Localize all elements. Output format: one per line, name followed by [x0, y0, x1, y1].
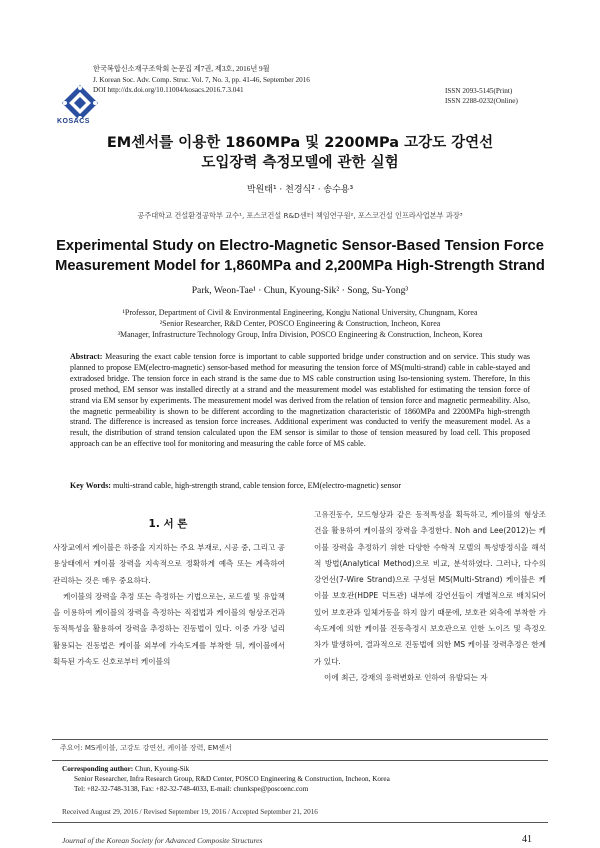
title-ko-line2: 도입장력 측정모델에 관한 실험 [201, 155, 399, 171]
title-ko-line1: EM센서를 이용한 1860MPa 및 2200MPa 고강도 강연선 [106, 135, 494, 151]
affiliation-en-1: ¹Professor, Department of Civil & Environmental Engineering, Kongju National University, Chungnam, Korea [122, 308, 478, 317]
issn-block [445, 86, 518, 106]
logo-label: KOSACS [57, 118, 90, 125]
divider [52, 739, 548, 740]
authors-ko: 박원태¹ · 천경식² · 송수용³ [246, 185, 354, 195]
journal-header-ko: 한국복합신소재구조학회 논문집 제7권, 제3호, 2016년 9월 [93, 65, 270, 73]
keywords-text: multi-strand cable, high-strength strand, cable tension force, EM(electro-magnetic) sensor [112, 481, 402, 490]
divider [52, 822, 548, 823]
corresponding-author [62, 764, 390, 794]
affiliation-en-3: ³Manager, Infrastructure Technology Group, Infra Division, POSCO Engineering & Construction, Incheon, Korea [117, 330, 483, 339]
abstract [70, 352, 530, 450]
corr-name: Chun, Kyoung-Sik [134, 765, 190, 773]
section-heading: 1. 서 론 [148, 518, 188, 530]
journal-header-en: J. Korean Soc. Adv. Comp. Struc. Vol. 7, No. 3, pp. 41-46, September 2016 [93, 75, 310, 84]
paragraph: 사장교에서 케이블은 하중을 지지하는 주요 부재로, 시공 중, 그리고 공용상태에서 케이블 장력을 지속적으로 정확하게 예측 또는 계측하여 관리하는 것은 매우 중요하다. [53, 543, 285, 585]
paragraph: 이에 최근, 강재의 응력변화로 인하여 유발되는 자 [324, 672, 488, 682]
body-left-column [53, 540, 285, 670]
corr-contact[interactable]: Tel: +82-32-748-3138, Fax: +82-32-748-4033, E-mail: chunkspe@poscoenc.com [74, 785, 309, 793]
authors-en: Park, Weon-Tae¹ · Chun, Kyoung-Sik² · Song, Su-Yong³ [191, 285, 409, 296]
keywords-ko: 주요어: MS케이블, 고강도 강연선, 케이블 장력, EM센서 [60, 744, 232, 752]
affiliation-en-2: ²Senior Researcher, R&D Center, POSCO Engineering & Construction, Incheon, Korea [159, 319, 441, 328]
divider [52, 760, 548, 761]
page-number: 41 [522, 834, 532, 845]
journal-footer: Journal of the Korean Society for Advanced Composite Structures [62, 836, 263, 845]
received-dates: Received August 29, 2016 / Revised September 19, 2016 / Accepted September 21, 2016 [62, 808, 318, 816]
journal-header [93, 64, 310, 96]
corr-affiliation: Senior Researcher, Infra Research Group, R&D Center, POSCO Engineering & Construction, Incheon, Korea [74, 775, 390, 783]
keywords-label: Key Words: [70, 481, 111, 490]
corr-label: Corresponding author: [62, 765, 134, 773]
abstract-text: Measuring the exact cable tension force is important to cable supported bridge under construction and on service. This study was planned to propose EM(electro-magnetic) sensor-based method for measuring the tension force of MS(multi-strand) cable in cable-stayed and extradosed bridge. The tension force in each strand is the same due to MS cable construction using Iso-tensioning system. Therefore, In this prosed method, EM sensor was installed directly at a strand and the measurement model was established for estimating the tension force of strand via EM sensor by experiments. The measurement model was derived from the relation of tension force and magnetic permeability. Also, the magnetic permeability is shown to be different according to the magnetization characteristic of 1860MPa and 2200MPa high-strength strand. The difference is increased as tension force increases. Additional experiment was conducted to verify the measurement model. As a result, the distribution of strand tension calculated upon the EM sensor is similar to those of tension measured by load cell. This proposed approach can be an effective tool for monitoring and measuring the cable force of MS cable. [70, 352, 531, 449]
keywords-en [70, 481, 530, 490]
paragraph: 고유진동수, 모드형상과 같은 동적특성을 획득하고, 케이블의 형상조건을 활용하여 케이블의 장력을 추정한다. Noh and Lee(2012)는 케이블 장력을 추정하기 위한 다양한 수학적 모델의 특성방정식을 해석적 방법(Analytical Method)으로 비교, 분석하였다. 그러나, 다수의 강연선(7-Wire Strand)으로 구성된 MS(Multi-Strand) 케이블은 케이블 보호관(HDPE 덕트관) 내부에 강연선들이 개별적으로 배치되어 있어 보호관과 일체거동을 하지 않기 때문에, 보호관 외측에 부착한 가속도계에 의한 케이블 진동측정시 보호관으로 인한 노이즈 및 측정오차가 발생하여, 결과적으로 진동법에 의한 MS 케이블 장력추정은 한계가 있다. [314, 510, 546, 666]
doi-link[interactable]: DOI http://dx.doi.org/10.11004/kosacs.2016.7.3.041 [93, 86, 244, 94]
paragraph: 케이블의 장력을 추정 또는 측정하는 기법으로는, 로드셀 및 유압잭을 이용하여 케이블의 장력을 측정하는 직접법과 케이블의 형상조건과 동적특성을 활용하여 장력을 추정하는 진동법이 있다. 이중 가장 널리 활용되는 진동법은 케이블 외부에 가속도계를 부착한 뒤, 케이블에서 획득된 가속도 신호로부터 케이블의 [53, 591, 285, 667]
body-right-column [314, 507, 546, 686]
issn-online: ISSN 2288-0232(Online) [445, 97, 518, 105]
affiliations-ko: 공주대학교 건설환경공학부 교수¹, 포스코건설 R&D센터 책임연구원², 포스코건설 인프라사업본부 과장³ [137, 211, 463, 220]
issn-print: ISSN 2093-5145(Print) [445, 87, 513, 95]
title-en-line2: Measurement Model for 1,860MPa and 2,200MPa High-Strength Strand [55, 258, 545, 274]
abstract-label: Abstract: [70, 352, 103, 361]
title-en-line1: Experimental Study on Electro-Magnetic Sensor-Based Tension Force [56, 238, 544, 254]
